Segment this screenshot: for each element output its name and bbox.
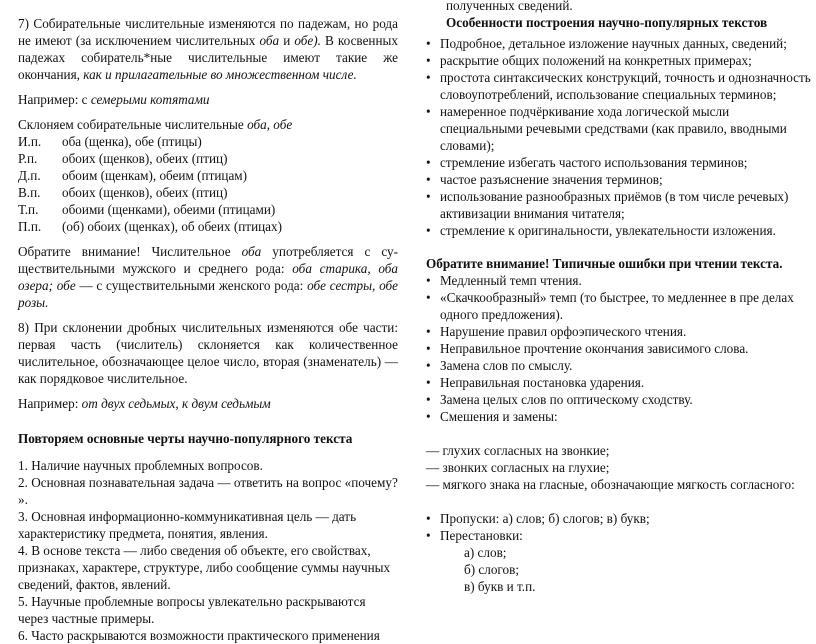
bullet-item (426, 408, 811, 425)
text: Обратите внимание! Числительное (18, 244, 242, 259)
case-forms: обоих (щенков), обеих (птиц) (62, 151, 228, 166)
italic-text: как и прилагательные во множественном числе. (83, 67, 357, 82)
case-forms: оба (щенка), обе (птицы) (62, 134, 202, 149)
continuation-line: полученных сведений. (446, 0, 573, 13)
bullet-item (426, 35, 811, 52)
text: В косвенных падежах собиратель*ные числительные имеют такие же окончания, (18, 33, 399, 82)
example-label: Например: (18, 396, 82, 411)
list-item: 2. Основная познавательная задача — ответить на вопрос «почему? ». (18, 475, 398, 507)
bullet-text: Замена целых слов по оптическому сходству. (440, 392, 693, 407)
example-label: Например: с (18, 92, 91, 107)
text: — с существительными женского рода: (75, 278, 308, 293)
example-1 (18, 91, 398, 108)
bullet-text: простота синтаксических конструкций, точность и однозначность словоупотреблений, использование специальных терминов; (440, 70, 811, 102)
declension-row (18, 150, 398, 167)
errors-bullets (426, 272, 811, 425)
bullet-text: Медленный темп чтения. (440, 273, 582, 288)
bullet-icon: • (426, 375, 431, 390)
features-list (18, 457, 398, 644)
bullet-text: намеренное подчёркивание хода логической мысли специальными речевыми средствами (как правило, вводными словами); (440, 104, 787, 153)
bullet-item (426, 154, 811, 171)
declension-table (18, 133, 398, 235)
bullet-icon: • (426, 409, 431, 424)
list-item: 3. Основная информационно-коммуникативная цель — дать характеристику предмета, понятия, явления. (18, 509, 357, 541)
declension-row (18, 133, 398, 150)
bullet-item (426, 222, 811, 239)
italic-text: оба, обе (247, 117, 293, 132)
bullet-icon: • (426, 155, 431, 170)
bullet-item (426, 272, 811, 289)
example-value: семерыми котятами (90, 92, 210, 107)
sub-item: в) букв и т.п. (464, 579, 536, 594)
bullet-item (426, 357, 811, 374)
bullet-text: стремление к оригинальности, увлекательности изложения. (440, 223, 776, 238)
declension-row (18, 167, 398, 184)
section-heading: Особенности построения научно-популярных текстов (446, 15, 768, 30)
bullet-item (426, 103, 811, 154)
bullet-item (426, 69, 811, 103)
bullet-text: Нарушение правил орфоэпического чтения. (440, 324, 687, 339)
text: и (279, 33, 295, 48)
case-label: В.п. (18, 185, 41, 200)
declension-title (18, 116, 398, 133)
bullet-text: частое разъяснение значения терминов; (440, 172, 663, 187)
bullet-item (426, 52, 811, 69)
bullet-text: Подробное, детальное изложение научных данных, сведений; (440, 36, 787, 51)
paragraph-8: 8) При склонении дробных числительных изменяются обе части: первая часть (числитель) склоняется как количественное числительное, обозначающее целое число, вторая (знаменатель) — как порядковое числительное. (18, 320, 398, 386)
dash-item: — звонких согласных на глухие; (426, 460, 610, 475)
bullet-item (426, 527, 811, 544)
bullet-item (426, 391, 811, 408)
bullet-text: раскрытие общих положений на конкретных примерах; (440, 53, 752, 68)
bullet-icon: • (426, 53, 431, 68)
bullet-icon: • (426, 528, 431, 543)
bullet-text: использование разнообразных приёмов (в том числе речевых) активизации внимания читателя; (440, 189, 789, 221)
bullet-icon: • (426, 358, 431, 373)
text: 7) Собирательные числительные изменяются по падежам, но рода не имеют (за исключением числительных (18, 16, 398, 48)
sub-item: б) слогов; (464, 562, 519, 577)
italic-text: оба старика, оба озера; обе (18, 261, 399, 293)
bullet-icon: • (426, 290, 431, 305)
features-bullets (426, 35, 811, 239)
bullet-text: «Скачкообразный» темп (то быстрее, то медленнее в пре делах одного предложения). (440, 290, 794, 322)
case-forms: обоих (щенков), обеих (птиц) (62, 185, 228, 200)
case-label: Д.п. (18, 168, 41, 183)
list-item: 5. Научные проблемные вопросы увлекательно раскрываются через частные примеры. (18, 594, 366, 626)
bullet-item (426, 374, 811, 391)
bullet-icon: • (426, 70, 431, 85)
sub-item: а) слов; (464, 545, 507, 560)
list-item: 6. Часто раскрываются возможности практического применения (18, 628, 380, 643)
example-value: от двух седьмых, к двум седьмым (81, 396, 271, 411)
bullet-icon: • (426, 104, 431, 119)
bullet-text: Замена слов по смыслу. (440, 358, 573, 373)
bullet-icon: • (426, 392, 431, 407)
bullet-icon: • (426, 341, 431, 356)
declension-row (18, 184, 398, 201)
list-item: 4. В основе текста — либо сведения об объекте, его свойствах, признаках, характере, структуре, либо сообщение суммы научных сведений, фактов, явлений. (18, 543, 391, 592)
declension-row (18, 218, 398, 235)
case-label: П.п. (18, 219, 42, 234)
section-heading: Повторяем основные черты научно-популярного текста (18, 431, 353, 446)
italic-text: обе сестры, обе розы. (18, 278, 398, 310)
bullet-item (426, 340, 811, 357)
bullet-icon: • (426, 223, 431, 238)
section-heading: Обратите внимание! Типичные ошибки при чтении текста. (426, 256, 783, 271)
bullet-icon: • (426, 324, 431, 339)
bullet-text: Неправильная постановка ударения. (440, 375, 645, 390)
substitutions-list (426, 442, 811, 493)
declension-row (18, 201, 398, 218)
italic-text: обе). (294, 33, 321, 48)
bullet-item (426, 188, 811, 222)
case-label: Т.п. (18, 202, 39, 217)
text: употребляется с су-ществительными мужского и среднего рода: (18, 244, 398, 276)
permutations-sublist (426, 544, 811, 595)
bullet-icon: • (426, 172, 431, 187)
bullet-text: Пропуски: а) слов; б) слогов; в) букв; (440, 511, 650, 526)
example-2 (18, 395, 398, 412)
bullet-text: стремление избегать частого использования терминов; (440, 155, 748, 170)
bullet-item (426, 323, 811, 340)
omissions-bullets (426, 510, 811, 544)
bullet-icon: • (426, 273, 431, 288)
bullet-item (426, 171, 811, 188)
case-forms: обоим (щенкам), обеим (птицам) (62, 168, 248, 183)
list-item: 1. Наличие научных проблемных вопросов. (18, 458, 263, 473)
note-paragraph (18, 243, 398, 311)
case-forms: (об) обоих (щенках), об обеих (птицах) (62, 219, 283, 234)
bullet-text: Перестановки: (440, 528, 523, 543)
italic-text: оба (241, 244, 262, 259)
right-column (426, 0, 811, 595)
italic-text: оба (259, 33, 280, 48)
dash-item: — глухих согласных на звонкие; (426, 443, 610, 458)
case-label: И.п. (18, 134, 42, 149)
dash-item: — мягкого знака на гласные, обозначающие мягкость согласного: (426, 477, 795, 492)
bullet-text: Смешения и замены: (440, 409, 558, 424)
bullet-icon: • (426, 189, 431, 204)
case-forms: обоими (щенками), обеими (птицами) (62, 202, 276, 217)
paragraph-7 (18, 15, 398, 83)
bullet-icon: • (426, 36, 431, 51)
bullet-item (426, 289, 811, 323)
text: Склоняем собирательные числительные (18, 117, 248, 132)
case-label: Р.п. (18, 151, 38, 166)
bullet-item (426, 510, 811, 527)
left-column (18, 0, 398, 644)
bullet-text: Неправильное прочтение окончания зависимого слова. (440, 341, 749, 356)
bullet-icon: • (426, 511, 431, 526)
